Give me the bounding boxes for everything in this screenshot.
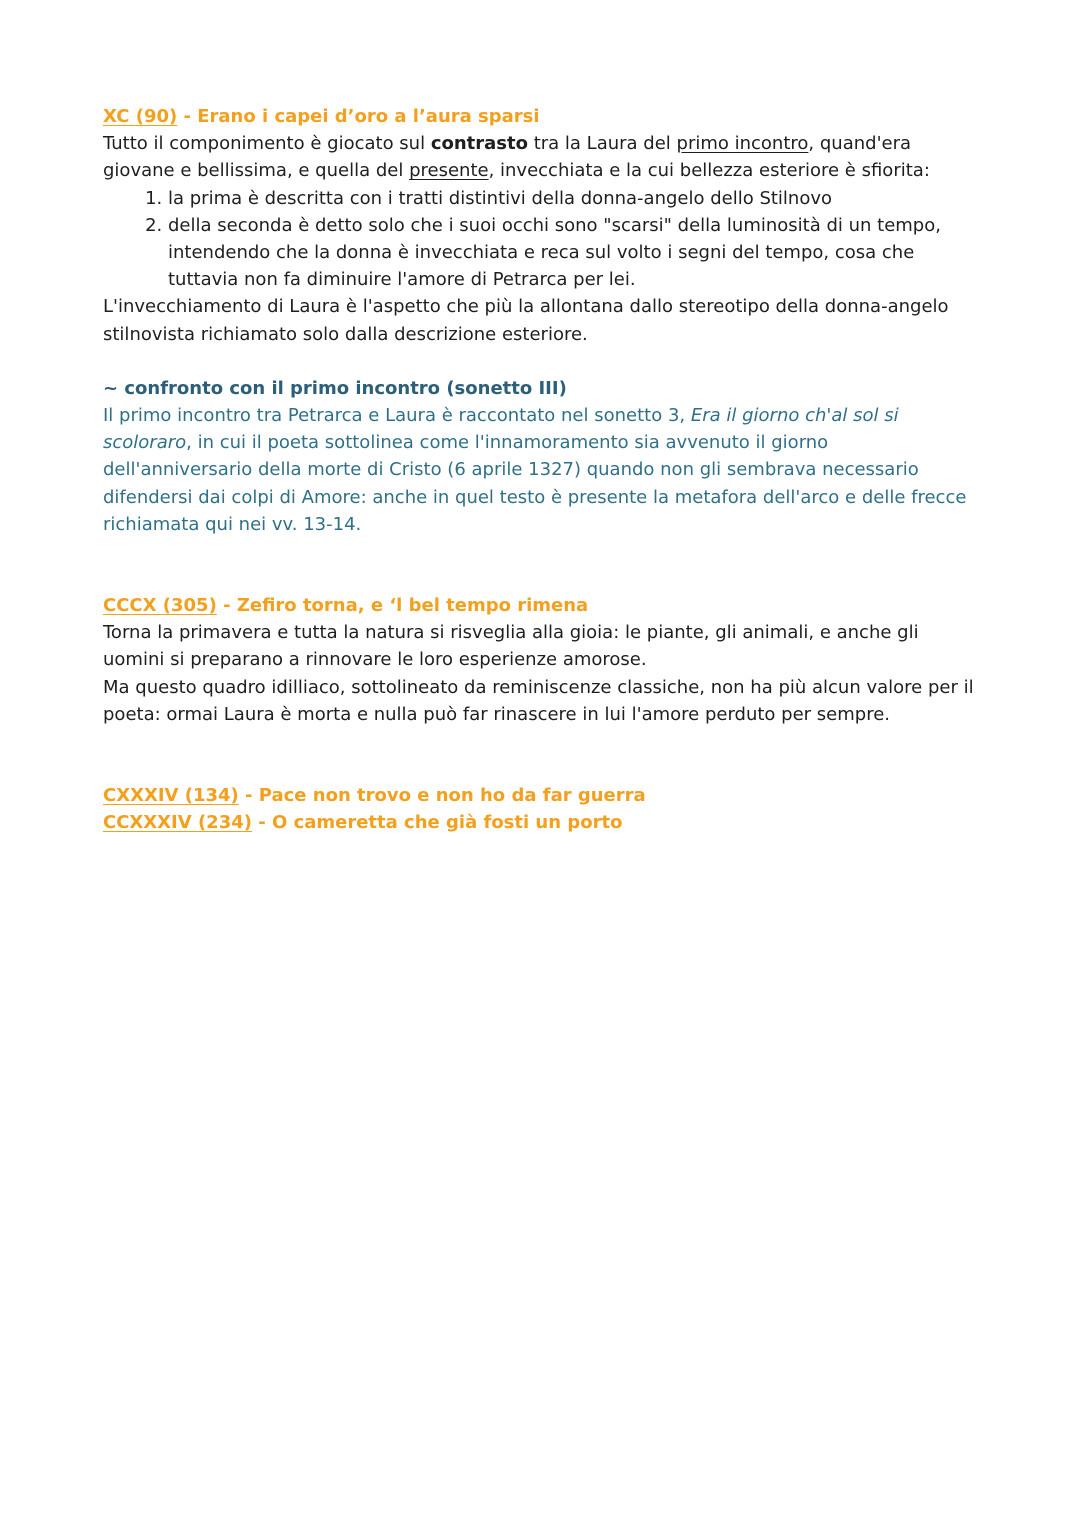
- paragraph: Il primo incontro tra Petrarca e Laura è raccontato nel sonetto 3, Era il giorno ch'al sol si scoloraro, in cui il poeta sottolinea come l'innamoramento sia avvenuto il giorno dell'anniversario della morte di Cristo (6 aprile 1327) quando non gli sembrava necessario difendersi dai colpi di Amore: anche in quel testo è presente la metafora dell'arco e delle frecce richiamata qui nei vv. 13-14.: [103, 405, 967, 535]
- poem-ref-ccxxxiv[interactable]: CCXXXIV (234): [103, 812, 252, 834]
- section-title-cccx: CCCX (305) - Zefiro torna, e ‘l bel tempo rimena: [103, 595, 589, 617]
- italic-quote: Era il giorno ch'al sol si scoloraro: [103, 405, 899, 454]
- poem-title: Zefiro torna, e ‘l bel tempo rimena: [236, 595, 589, 617]
- section-title-ccxxxiv: CCXXXIV (234) - O cameretta che già fosti un porto: [103, 812, 623, 834]
- document-page: [103, 103, 983, 836]
- bold-term: contrasto: [430, 133, 528, 155]
- paragraph: Ma questo quadro idilliaco, sottolineato da reminiscenze classiche, non ha più alcun valore per il poeta: ormai Laura è morta e nulla può far rinascere in lui l'amore perduto per sempre.: [103, 676, 974, 725]
- paragraph: Tutto il componimento è giocato sul contrasto tra la Laura del primo incontro, quand'era giovane e bellissima, e quella del presente, invecchiata e la cui bellezza esteriore è sfiorita:: [103, 133, 930, 182]
- paragraph: Torna la primavera e tutta la natura si risveglia alla gioia: le piante, gli animali, e anche gli uomini si preparano a rinnovare le loro esperienze amorose.: [103, 622, 919, 671]
- poem-list: [103, 782, 983, 836]
- numbered-list: [103, 185, 983, 294]
- poem-ref-cccx[interactable]: CCCX (305): [103, 595, 217, 617]
- poem-ref-cxxxiv[interactable]: CXXXIV (134): [103, 785, 239, 807]
- list-item: 1. la prima è descritta con i tratti distintivi della donna-angelo dello Stilnovo: [168, 185, 983, 212]
- poem-ref-xc[interactable]: XC (90): [103, 106, 178, 127]
- subsection-title: ~ confronto con il primo incontro (sonetto III): [103, 377, 567, 399]
- list-item: 2. della seconda è detto solo che i suoi occhi sono "scarsi" della luminosità di un tempo, intendendo che la donna è invecchiata e reca sul volto i segni del tempo, cosa che tuttavia non fa diminuire l'amore di Petrarca per lei.: [168, 212, 983, 294]
- poem-title: O cameretta che già fosti un porto: [272, 812, 623, 834]
- poem-title: Pace non trovo e non ho da far guerra: [258, 785, 646, 807]
- underlined-term: primo incontro: [676, 133, 809, 155]
- paragraph: L'invecchiamento di Laura è l'aspetto che più la allontana dallo stereotipo della donna-angelo stilnovista richiamato solo dalla descrizione esteriore.: [103, 296, 949, 345]
- poem-title: Erano i capei d’oro a l’aura sparsi: [197, 106, 540, 127]
- underlined-term: presente: [409, 160, 489, 182]
- section-title-xc: XC (90) - Erano i capei d’oro a l’aura sparsi: [103, 106, 540, 127]
- section-title-cxxxiv: CXXXIV (134) - Pace non trovo e non ho da far guerra: [103, 785, 646, 807]
